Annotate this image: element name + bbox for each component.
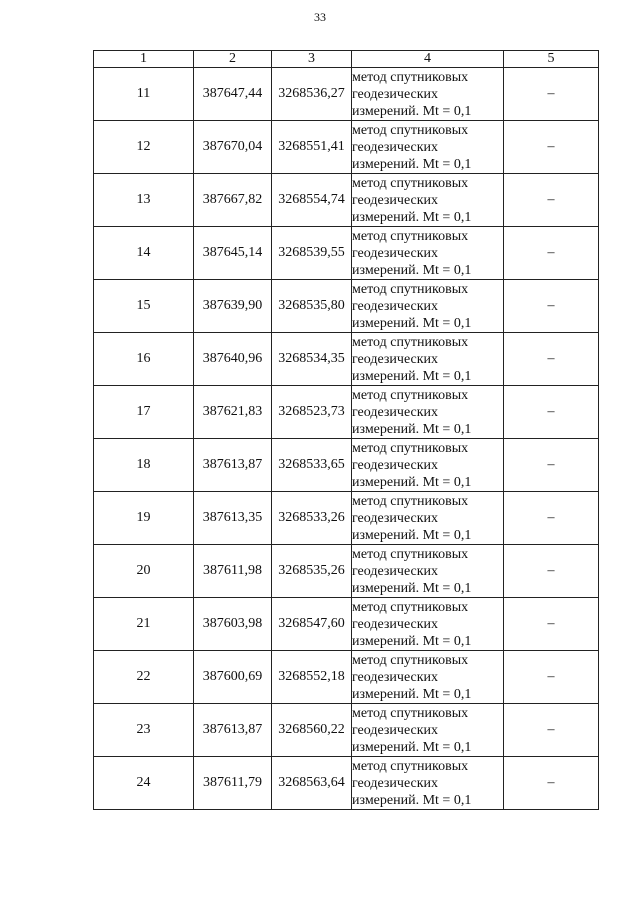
point-number: 12 — [94, 121, 194, 174]
column-5-value: – — [504, 439, 599, 492]
method-line-3: измерений. Mt = 0,1 — [352, 103, 472, 119]
coord-y: 3268560,22 — [272, 704, 352, 757]
coord-x: 387613,87 — [194, 704, 272, 757]
column-5-value: – — [504, 651, 599, 704]
method-line-1: метод спутниковых — [352, 334, 469, 350]
table-row — [94, 651, 599, 704]
coord-x: 387640,96 — [194, 333, 272, 386]
method-line-3: измерений. Mt = 0,1 — [352, 262, 472, 278]
method-line-1: метод спутниковых — [352, 440, 469, 456]
method-description — [352, 333, 504, 386]
method-description — [352, 757, 504, 810]
method-line-3: измерений. Mt = 0,1 — [352, 209, 472, 225]
method-line-3: измерений. Mt = 0,1 — [352, 580, 472, 596]
method-description — [352, 386, 504, 439]
table-row — [94, 68, 599, 121]
method-line-3: измерений. Mt = 0,1 — [352, 368, 472, 384]
method-line-2: геодезических — [352, 457, 439, 473]
coord-y: 3268523,73 — [272, 386, 352, 439]
coord-y: 3268535,80 — [272, 280, 352, 333]
coord-x: 387645,14 — [194, 227, 272, 280]
coord-y: 3268552,18 — [272, 651, 352, 704]
coord-y: 3268551,41 — [272, 121, 352, 174]
method-line-2: геодезических — [352, 722, 439, 738]
point-number: 14 — [94, 227, 194, 280]
method-line-2: геодезических — [352, 510, 439, 526]
coord-x: 387621,83 — [194, 386, 272, 439]
method-description — [352, 280, 504, 333]
method-description — [352, 227, 504, 280]
method-line-3: измерений. Mt = 0,1 — [352, 739, 472, 755]
coord-y: 3268534,35 — [272, 333, 352, 386]
column-5-value: – — [504, 121, 599, 174]
method-line-1: метод спутниковых — [352, 281, 469, 297]
header-col-3: 3 — [272, 51, 352, 68]
table-row — [94, 757, 599, 810]
coord-x: 387603,98 — [194, 598, 272, 651]
method-line-3: измерений. Mt = 0,1 — [352, 633, 472, 649]
method-line-2: геодезических — [352, 192, 439, 208]
page-number: 33 — [314, 10, 326, 24]
table-row — [94, 439, 599, 492]
method-description — [352, 651, 504, 704]
header-col-5: 5 — [504, 51, 599, 68]
column-5-value: – — [504, 333, 599, 386]
coord-x: 387613,87 — [194, 439, 272, 492]
point-number: 22 — [94, 651, 194, 704]
coord-y: 3268539,55 — [272, 227, 352, 280]
method-description — [352, 68, 504, 121]
method-line-2: геодезических — [352, 86, 439, 102]
method-line-3: измерений. Mt = 0,1 — [352, 527, 472, 543]
table-row — [94, 704, 599, 757]
method-line-2: геодезических — [352, 563, 439, 579]
method-line-3: измерений. Mt = 0,1 — [352, 686, 472, 702]
point-number: 17 — [94, 386, 194, 439]
point-number: 19 — [94, 492, 194, 545]
coord-x: 387639,90 — [194, 280, 272, 333]
coordinates-table — [93, 50, 599, 810]
header-col-1: 1 — [94, 51, 194, 68]
method-line-1: метод спутниковых — [352, 758, 469, 774]
method-description — [352, 704, 504, 757]
coord-y: 3268554,74 — [272, 174, 352, 227]
coord-x: 387670,04 — [194, 121, 272, 174]
method-line-2: геодезических — [352, 298, 439, 314]
point-number: 11 — [94, 68, 194, 121]
method-description — [352, 439, 504, 492]
method-line-2: геодезических — [352, 775, 439, 791]
point-number: 18 — [94, 439, 194, 492]
coord-y: 3268533,65 — [272, 439, 352, 492]
method-line-1: метод спутниковых — [352, 175, 469, 191]
coord-x: 387600,69 — [194, 651, 272, 704]
method-line-2: геодезических — [352, 616, 439, 632]
column-5-value: – — [504, 757, 599, 810]
column-5-value: – — [504, 598, 599, 651]
header-col-2: 2 — [194, 51, 272, 68]
method-line-1: метод спутниковых — [352, 705, 469, 721]
table-header-row — [94, 51, 599, 68]
coord-x: 387647,44 — [194, 68, 272, 121]
table-row — [94, 121, 599, 174]
column-5-value: – — [504, 704, 599, 757]
point-number: 24 — [94, 757, 194, 810]
table-row — [94, 280, 599, 333]
point-number: 16 — [94, 333, 194, 386]
coord-y: 3268536,27 — [272, 68, 352, 121]
point-number: 20 — [94, 545, 194, 598]
method-line-2: геодезических — [352, 245, 439, 261]
method-line-3: измерений. Mt = 0,1 — [352, 421, 472, 437]
method-line-3: измерений. Mt = 0,1 — [352, 792, 472, 808]
column-5-value: – — [504, 280, 599, 333]
method-line-1: метод спутниковых — [352, 493, 469, 509]
coord-x: 387667,82 — [194, 174, 272, 227]
column-5-value: – — [504, 492, 599, 545]
coord-x: 387613,35 — [194, 492, 272, 545]
table-row — [94, 174, 599, 227]
method-line-3: измерений. Mt = 0,1 — [352, 156, 472, 172]
method-line-1: метод спутниковых — [352, 652, 469, 668]
table-row — [94, 333, 599, 386]
table-row — [94, 545, 599, 598]
table-row — [94, 227, 599, 280]
point-number: 15 — [94, 280, 194, 333]
method-description — [352, 174, 504, 227]
method-line-2: геодезических — [352, 139, 439, 155]
point-number: 23 — [94, 704, 194, 757]
method-line-1: метод спутниковых — [352, 228, 469, 244]
column-5-value: – — [504, 68, 599, 121]
method-description — [352, 598, 504, 651]
method-description — [352, 492, 504, 545]
table-row — [94, 492, 599, 545]
method-line-1: метод спутниковых — [352, 599, 469, 615]
coord-y: 3268533,26 — [272, 492, 352, 545]
table-row — [94, 386, 599, 439]
method-line-1: метод спутниковых — [352, 69, 469, 85]
method-description — [352, 121, 504, 174]
method-line-1: метод спутниковых — [352, 387, 469, 403]
header-col-4: 4 — [352, 51, 504, 68]
table-body — [94, 68, 599, 810]
method-line-3: измерений. Mt = 0,1 — [352, 474, 472, 490]
method-line-1: метод спутниковых — [352, 122, 469, 138]
column-5-value: – — [504, 386, 599, 439]
coord-y: 3268535,26 — [272, 545, 352, 598]
method-description — [352, 545, 504, 598]
coord-x: 387611,79 — [194, 757, 272, 810]
point-number: 13 — [94, 174, 194, 227]
table-row — [94, 598, 599, 651]
coord-x: 387611,98 — [194, 545, 272, 598]
column-5-value: – — [504, 227, 599, 280]
method-line-2: геодезических — [352, 669, 439, 685]
method-line-1: метод спутниковых — [352, 546, 469, 562]
coord-y: 3268563,64 — [272, 757, 352, 810]
method-line-2: геодезических — [352, 351, 439, 367]
coord-y: 3268547,60 — [272, 598, 352, 651]
method-line-3: измерений. Mt = 0,1 — [352, 315, 472, 331]
point-number: 21 — [94, 598, 194, 651]
method-line-2: геодезических — [352, 404, 439, 420]
column-5-value: – — [504, 174, 599, 227]
column-5-value: – — [504, 545, 599, 598]
